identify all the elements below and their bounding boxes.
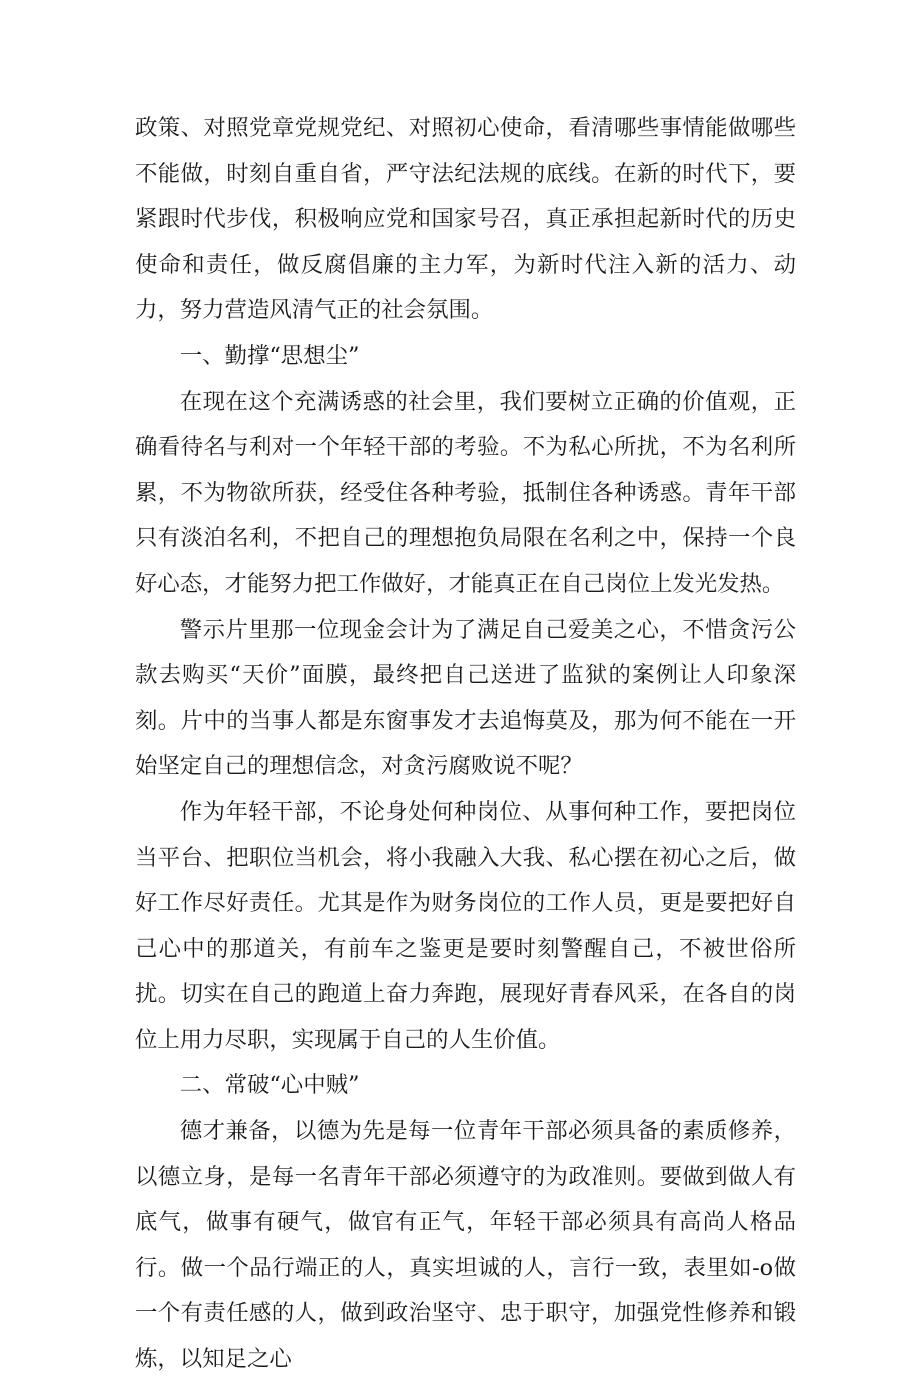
paragraph-virtue: 德才兼备，以德为先是每一位青年干部必须具备的素质修养，以德立身，是每一名青年干部必须遵守的为政准则。要做到做人有底气，做事有硬气，做官有正气，年轻干部必须具有高尚人格品行。做一个品行端正的人，真实坦诚的人，言行一致，表里如-o做一个有责任感的人，做到政治坚守、忠于职守，加强党性修养和锻炼，以知足之心 bbox=[135, 1118, 796, 1373]
section-heading-2: 二、常破“心中贼” bbox=[179, 1072, 360, 1099]
paragraph-young-cadre: 作为年轻干部，不论身处何种岗位、从事何种工作，要把岗位当平台、把职位当机会，将小我融入大我、私心摆在初心之后，做好工作尽好责任。尤其是作为财务岗位的工作人员，更是要把好自己心中的那道关，有前车之鉴更是要时刻警醒自己，不被世俗所扰。切实在自己的跑道上奋力奔跑，展现好青春风采，在各自的岗位上用力尽职，实现属于自己的人生价值。 bbox=[135, 798, 796, 1053]
paragraph-values: 在现在这个充满诱惑的社会里，我们要树立正确的价值观，正确看待名与利对一个年轻干部的考验。不为私心所扰，不为名利所累，不为物欲所获，经受住各种考验，抵制住各种诱惑。青年干部只有淡泊名利，不把自己的理想抱负局限在名利之中，保持一个良好心态，才能努力把工作做好，才能真正在自己岗位上发光发热。 bbox=[135, 388, 796, 597]
document-body bbox=[135, 106, 796, 1383]
paragraph-intro-continued: 政策、对照党章党规党纪、对照初心使命，看清哪些事情能做哪些不能做，时刻自重自省，严守法纪法规的底线。在新的时代下，要紧跟时代步伐，积极响应党和国家号召，真正承担起新时代的历史使命和责任，做反腐倡廉的主力军，为新时代注入新的活力、动力，努力营造风清气正的社会氛围。 bbox=[135, 115, 796, 324]
paragraph-warning-film: 警示片里那一位现金会计为了满足自己爱美之心，不惜贪污公款去购买“天价”面膜，最终把自己送进了监狱的案例让人印象深刻。片中的当事人都是东窗事发才去追悔莫及，那为何不能在一开始坚定自己的理想信念，对贪污腐败说不呢？ bbox=[135, 616, 796, 780]
section-heading-1: 一、勤撑“思想尘” bbox=[179, 342, 360, 369]
